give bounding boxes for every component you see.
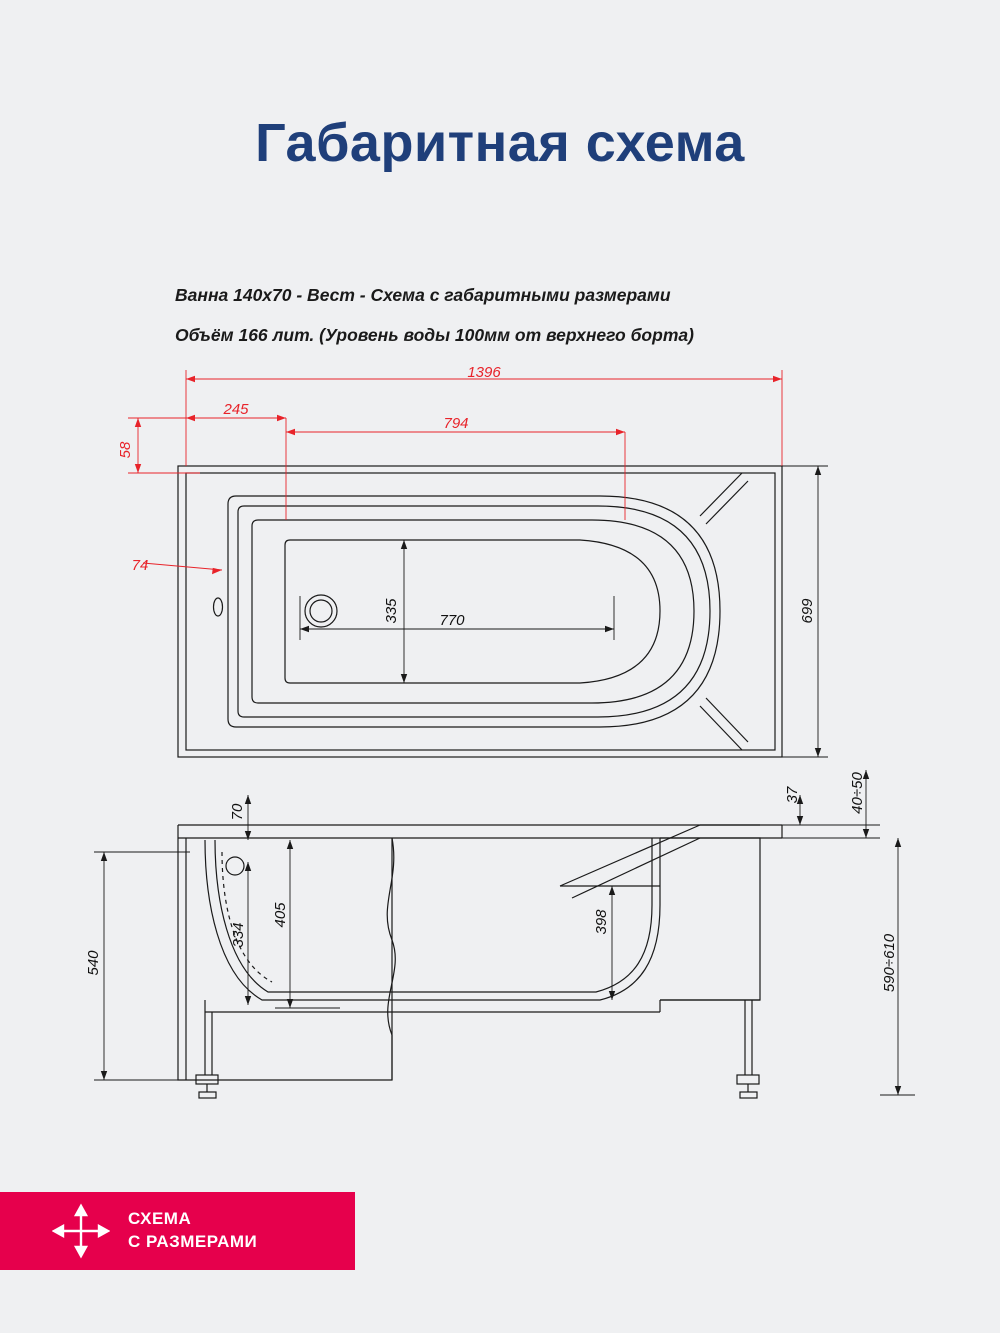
footer-label-line2: С РАЗМЕРАМИ <box>128 1232 258 1251</box>
dim-bowl-depth-mid: 405 <box>272 902 289 928</box>
dim-rim-thickness: 70 <box>229 803 246 821</box>
dim-left-segment: 245 <box>223 401 249 418</box>
caption-line-2: Объём 166 лит. (Уровень воды 100мм от верхнего борта) <box>175 325 694 345</box>
dim-overhang: 37 <box>784 786 801 804</box>
dim-left-offset: 74 <box>131 557 149 574</box>
dim-overall-length: 1396 <box>467 364 501 381</box>
dim-inner-length: 770 <box>439 612 465 629</box>
dim-top-offset: 58 <box>117 441 134 459</box>
dim-total-height: 540 <box>85 950 102 976</box>
page-title: Габаритная схема <box>255 113 745 173</box>
footer-banner <box>0 1192 355 1270</box>
four-way-arrows-icon <box>52 1202 110 1260</box>
dim-foot-adjust: 40÷50 <box>849 772 866 814</box>
dim-bowl-depth-right: 398 <box>593 909 610 935</box>
dim-inner-width: 335 <box>383 598 400 624</box>
dim-bowl-depth-left: 334 <box>230 922 247 948</box>
caption-line-1: Ванна 140х70 - Вест - Схема с габаритными размерами <box>175 285 671 305</box>
dim-middle-segment: 794 <box>443 415 469 432</box>
footer-label-line1: СХЕМА <box>128 1209 192 1229</box>
dim-rim-height-range: 590÷610 <box>881 933 898 993</box>
dim-overall-width: 699 <box>799 598 816 624</box>
